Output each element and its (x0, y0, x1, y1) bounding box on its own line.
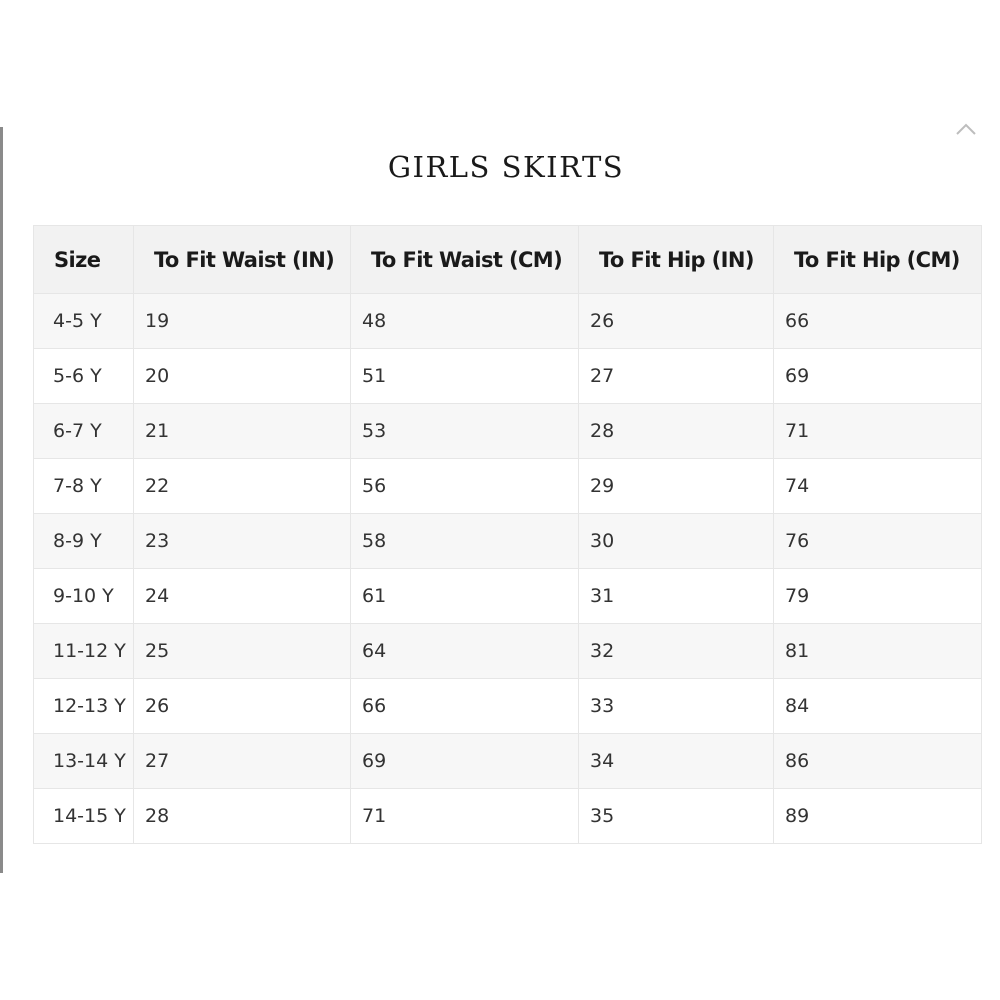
table-row (34, 514, 982, 569)
header-hip-in: To Fit Hip (IN) (579, 226, 774, 294)
chevron-up-icon (955, 122, 977, 136)
table-row (34, 459, 982, 514)
waist-cm-cell: 64 (351, 624, 579, 679)
table-row (34, 349, 982, 404)
header-waist-in: To Fit Waist (IN) (134, 226, 351, 294)
waist-cm-cell: 66 (351, 679, 579, 734)
waist-in-cell: 23 (134, 514, 351, 569)
table-row (34, 624, 982, 679)
waist-in-cell: 27 (134, 734, 351, 789)
hip-in-cell: 31 (579, 569, 774, 624)
waist-cm-cell: 53 (351, 404, 579, 459)
size-chart-table (33, 225, 982, 844)
hip-cm-cell: 66 (774, 294, 982, 349)
waist-cm-cell: 56 (351, 459, 579, 514)
waist-in-cell: 26 (134, 679, 351, 734)
hip-in-cell: 32 (579, 624, 774, 679)
size-cell: 14-15 Y (34, 789, 134, 844)
hip-in-cell: 26 (579, 294, 774, 349)
table-row (34, 789, 982, 844)
hip-in-cell: 30 (579, 514, 774, 569)
waist-cm-cell: 51 (351, 349, 579, 404)
hip-cm-cell: 69 (774, 349, 982, 404)
hip-in-cell: 28 (579, 404, 774, 459)
size-cell: 12-13 Y (34, 679, 134, 734)
hip-cm-cell: 84 (774, 679, 982, 734)
table-row (34, 734, 982, 789)
header-hip-cm: To Fit Hip (CM) (774, 226, 982, 294)
hip-cm-cell: 74 (774, 459, 982, 514)
size-cell: 9-10 Y (34, 569, 134, 624)
table-row (34, 679, 982, 734)
hip-cm-cell: 86 (774, 734, 982, 789)
size-cell: 11-12 Y (34, 624, 134, 679)
table-header-row (34, 226, 982, 294)
size-cell: 8-9 Y (34, 514, 134, 569)
size-cell: 6-7 Y (34, 404, 134, 459)
waist-in-cell: 20 (134, 349, 351, 404)
hip-in-cell: 33 (579, 679, 774, 734)
hip-in-cell: 34 (579, 734, 774, 789)
waist-cm-cell: 58 (351, 514, 579, 569)
waist-cm-cell: 69 (351, 734, 579, 789)
size-cell: 4-5 Y (34, 294, 134, 349)
table-row (34, 294, 982, 349)
table-row (34, 569, 982, 624)
waist-in-cell: 25 (134, 624, 351, 679)
size-cell: 5-6 Y (34, 349, 134, 404)
header-waist-cm: To Fit Waist (CM) (351, 226, 579, 294)
size-cell: 7-8 Y (34, 459, 134, 514)
panel-edge-divider (0, 127, 3, 873)
waist-in-cell: 24 (134, 569, 351, 624)
hip-cm-cell: 81 (774, 624, 982, 679)
table-row (34, 404, 982, 459)
page-title: GIRLS SKIRTS (387, 150, 625, 184)
hip-cm-cell: 76 (774, 514, 982, 569)
size-cell: 13-14 Y (34, 734, 134, 789)
hip-cm-cell: 89 (774, 789, 982, 844)
hip-in-cell: 29 (579, 459, 774, 514)
scroll-up-button[interactable] (955, 118, 977, 140)
hip-cm-cell: 79 (774, 569, 982, 624)
waist-in-cell: 19 (134, 294, 351, 349)
hip-cm-cell: 71 (774, 404, 982, 459)
hip-in-cell: 35 (579, 789, 774, 844)
header-size: Size (34, 226, 134, 294)
waist-in-cell: 28 (134, 789, 351, 844)
waist-cm-cell: 71 (351, 789, 579, 844)
waist-cm-cell: 61 (351, 569, 579, 624)
hip-in-cell: 27 (579, 349, 774, 404)
waist-in-cell: 22 (134, 459, 351, 514)
waist-cm-cell: 48 (351, 294, 579, 349)
waist-in-cell: 21 (134, 404, 351, 459)
